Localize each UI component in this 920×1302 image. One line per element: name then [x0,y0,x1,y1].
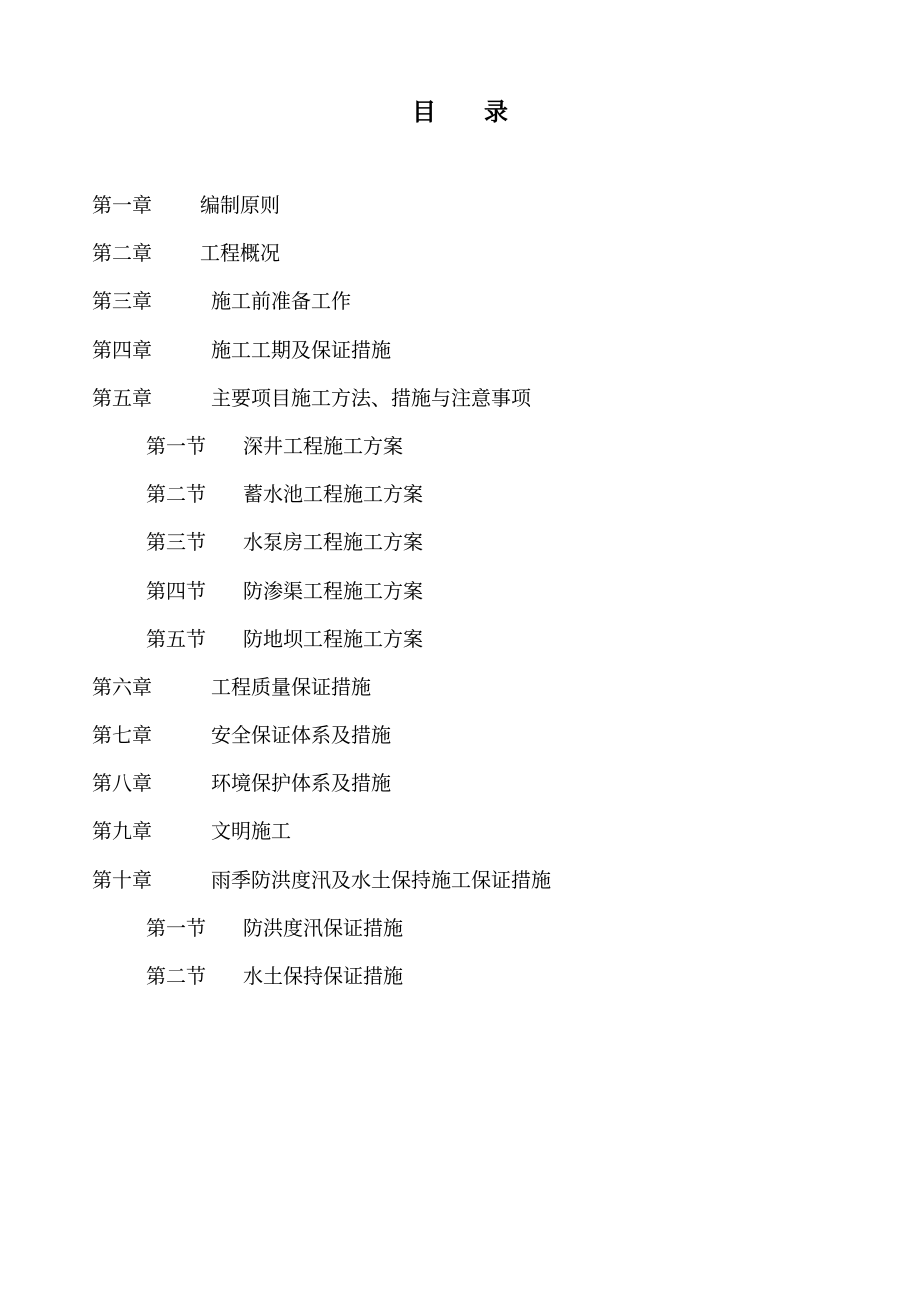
toc-entry-number: 第五节 [146,626,206,651]
toc-entry-number: 第二节 [146,964,206,988]
toc-entry-number: 第一章 [92,193,152,217]
toc-section-8[interactable] [0,523,920,571]
toc-list [0,186,920,1005]
toc-entry-text: 防洪度汛保证措施 [243,915,403,940]
toc-entry-text: 文明施工 [211,819,291,844]
toc-entry-text: 防地坝工程施工方案 [243,626,423,651]
toc-entry-number: 第四节 [146,578,206,603]
toc-title-part2: 录 [484,97,508,126]
toc-chapter-2[interactable] [0,234,920,282]
toc-entry-text: 安全保证体系及措施 [211,723,391,748]
toc-entry-number: 第三章 [92,289,152,314]
toc-entry-text: 深井工程施工方案 [243,433,403,458]
toc-entry-text: 编制原则 [200,193,280,217]
toc-entry-text: 施工工期及保证措施 [211,337,391,362]
toc-entry-text: 工程质量保证措施 [211,674,371,699]
toc-entry-text: 防渗渠工程施工方案 [243,578,423,603]
toc-entry-number: 第一节 [146,915,206,940]
toc-chapter-12[interactable] [0,716,920,764]
toc-entry-text: 环境保护体系及措施 [211,771,391,796]
toc-entry-number: 第二章 [92,241,152,266]
toc-chapter-14[interactable] [0,812,920,860]
toc-section-6[interactable] [0,427,920,475]
toc-entry-text: 施工前准备工作 [211,289,351,314]
toc-title [0,92,920,128]
toc-title-part1: 目 [412,97,436,126]
toc-entry-number: 第一节 [146,433,206,458]
toc-entry-number: 第七章 [92,723,152,748]
toc-section-17[interactable] [0,957,920,1005]
toc-entry-text: 工程概况 [200,241,280,266]
toc-chapter-15[interactable] [0,861,920,909]
toc-chapter-4[interactable] [0,331,920,379]
toc-entry-text: 水泵房工程施工方案 [243,530,423,555]
toc-entry-number: 第四章 [92,337,152,362]
toc-entry-number: 第六章 [92,674,152,699]
toc-section-9[interactable] [0,572,920,620]
toc-section-7[interactable] [0,475,920,523]
toc-entry-text: 蓄水池工程施工方案 [243,482,423,507]
toc-entry-number: 第二节 [146,482,206,507]
toc-entry-number: 第八章 [92,771,152,796]
toc-entry-text: 雨季防洪度汛及水土保持施工保证措施 [211,867,551,892]
toc-entry-number: 第五章 [92,385,152,410]
toc-entry-number: 第九章 [92,819,152,844]
toc-entry-text: 水土保持保证措施 [243,964,403,988]
toc-chapter-5[interactable] [0,379,920,427]
toc-entry-text: 主要项目施工方法、措施与注意事项 [211,385,531,410]
toc-section-16[interactable] [0,909,920,957]
toc-entry-number: 第十章 [92,867,152,892]
toc-chapter-3[interactable] [0,282,920,330]
toc-section-10[interactable] [0,620,920,668]
toc-entry-number: 第三节 [146,530,206,555]
toc-chapter-11[interactable] [0,668,920,716]
toc-chapter-13[interactable] [0,764,920,812]
toc-chapter-1[interactable] [0,186,920,234]
